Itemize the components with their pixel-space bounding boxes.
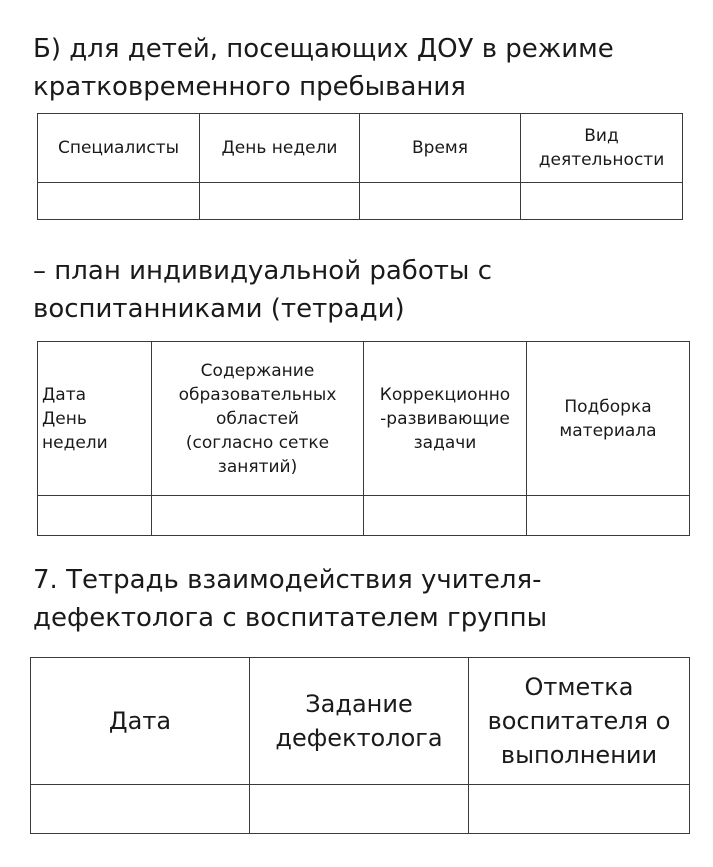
individual-work-plan-table <box>37 341 690 536</box>
header-defectologist-task: Задание дефектолога <box>250 658 469 785</box>
table-cell <box>521 183 683 220</box>
header-teacher-completion-mark: Отметка воспитателя о выполнении <box>469 658 690 785</box>
interaction-notebook-table <box>30 657 690 834</box>
header-specialists: Специалисты <box>38 114 200 183</box>
header-material-selection: Подборка материала <box>527 342 690 496</box>
header-weekday: День недели <box>200 114 360 183</box>
table-cell <box>360 183 521 220</box>
table-cell <box>364 496 527 536</box>
table-cell <box>250 785 469 834</box>
header-correction-tasks: Коррекционно -развивающие задачи <box>364 342 527 496</box>
header-time: Время <box>360 114 521 183</box>
table-cell <box>38 496 152 536</box>
table-cell <box>31 785 250 834</box>
specialists-schedule-table <box>37 113 683 220</box>
table-cell <box>38 183 200 220</box>
table-cell <box>469 785 690 834</box>
table-cell <box>152 496 364 536</box>
header-activity-type: Вид деятельности <box>521 114 683 183</box>
header-date-weekday: Дата День недели <box>38 342 152 496</box>
plan-heading: – план индивидуальной работы с воспитанниками (тетради) <box>33 256 492 324</box>
section-b-heading: Б) для детей, посещающих ДОУ в режиме кратковременного пребывания <box>33 34 614 102</box>
header-educational-content: Содержание образовательных областей (согласно сетке занятий) <box>152 342 364 496</box>
header-date: Дата <box>31 658 250 785</box>
table-cell <box>200 183 360 220</box>
table-cell <box>527 496 690 536</box>
section-7-heading: 7. Тетрадь взаимодействия учителя-дефектолога с воспитателем группы <box>33 565 548 633</box>
